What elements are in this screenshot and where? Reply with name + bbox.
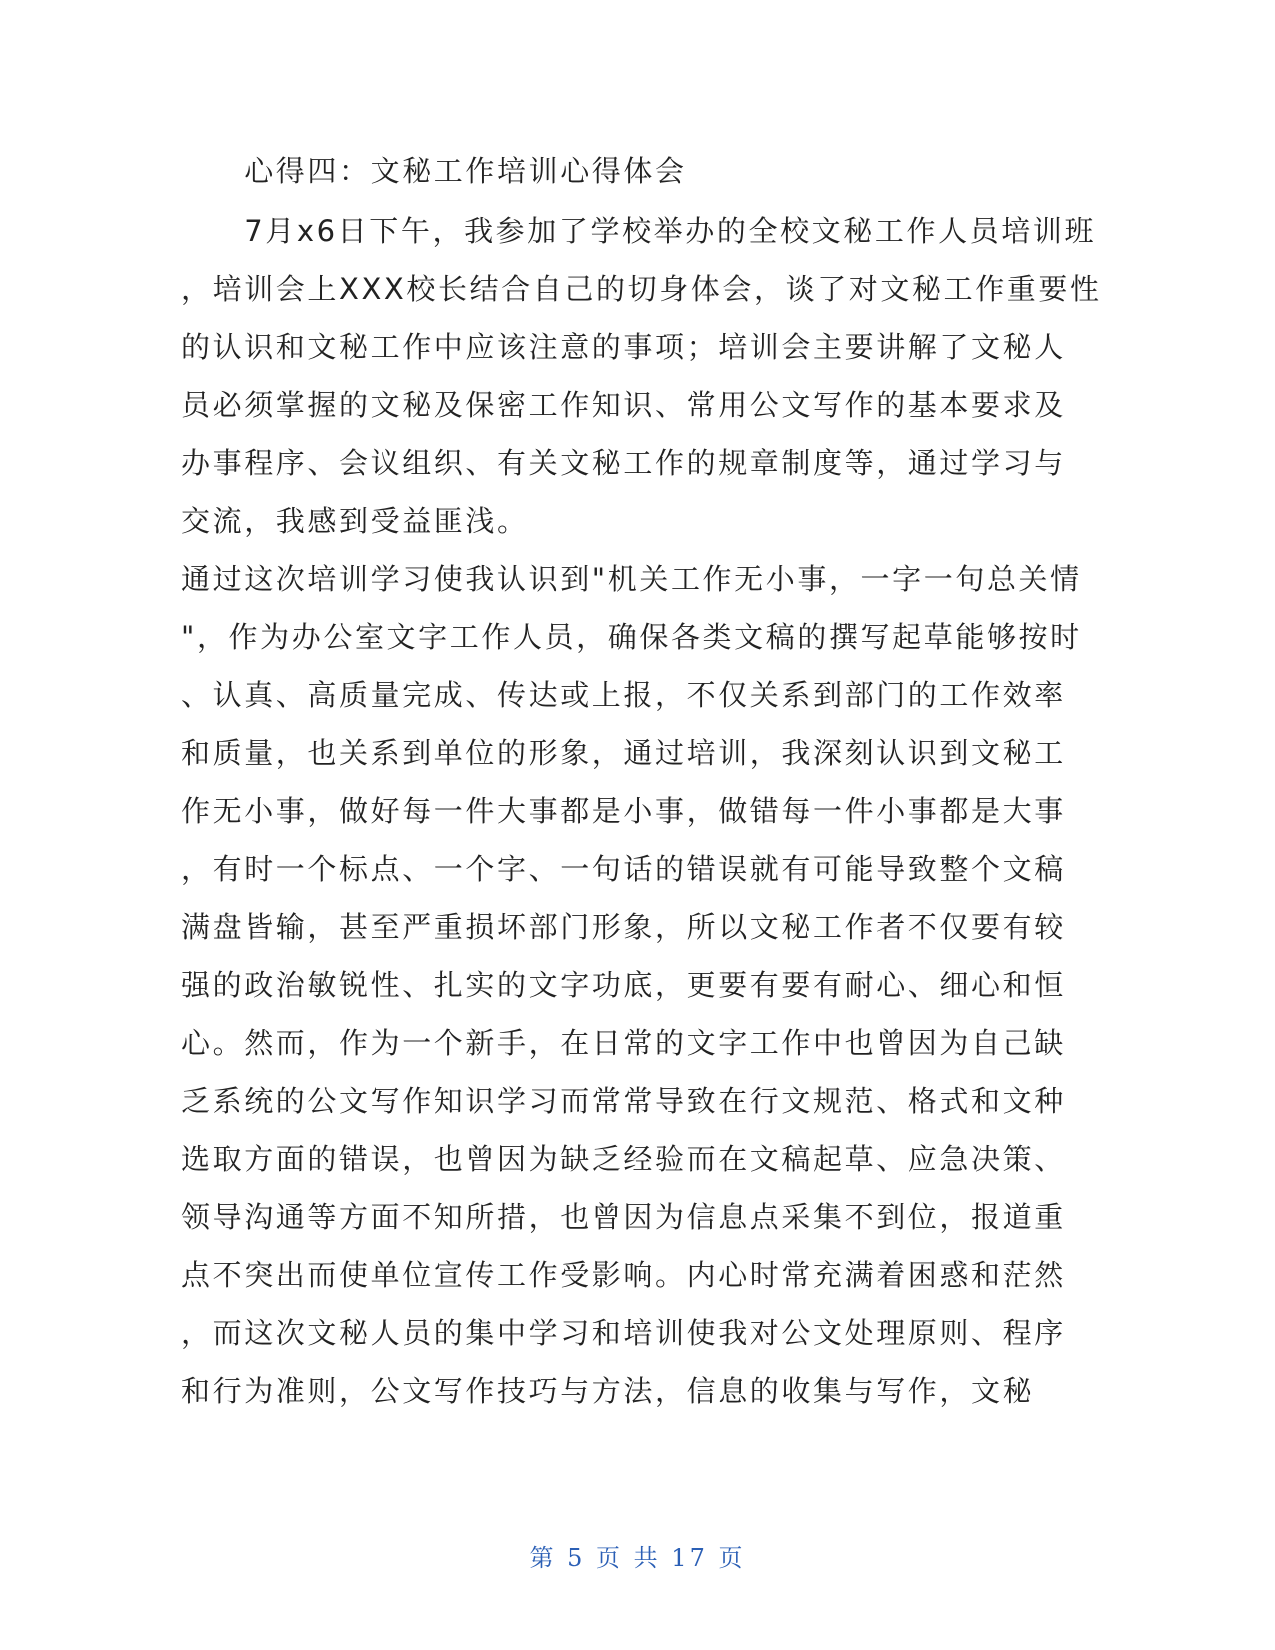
text-line: 通过这次培训学习使我认识到"机关工作无小事，一字一句总关情 [181, 562, 1082, 596]
text-line: 7月x6日下午，我参加了学校举办的全校文秘工作人员培训班 [181, 214, 1097, 248]
page-number-footer: 第 5 页 共 17 页 [529, 1544, 746, 1572]
text-line: 的认识和文秘工作中应该注意的事项；培训会主要讲解了文秘人 [181, 330, 1066, 364]
text-line: 强的政治敏锐性、扎实的文字功底，更要有要有耐心、细心和恒 [181, 968, 1066, 1002]
text-line: "，作为办公室文字工作人员，确保各类文稿的撰写起草能够按时 [181, 620, 1082, 654]
text-line: 和质量，也关系到单位的形象，通过培训，我深刻认识到文秘工 [181, 736, 1066, 770]
text-line: 作无小事，做好每一件大事都是小事，做错每一件小事都是大事 [181, 794, 1066, 828]
text-line: 交流，我感到受益匪浅。 [181, 504, 529, 538]
document-body [181, 142, 1102, 1420]
text-line: 员必须掌握的文秘及保密工作知识、常用公文写作的基本要求及 [181, 388, 1066, 422]
text-line: ，而这次文秘人员的集中学习和培训使我对公文处理原则、程序 [181, 1316, 1066, 1350]
text-line: 选取方面的错误，也曾因为缺乏经验而在文稿起草、应急决策、 [181, 1142, 1066, 1176]
text-line: ，有时一个标点、一个字、一句话的错误就有可能导致整个文稿 [181, 852, 1066, 886]
text-line: 办事程序、会议组织、有关文秘工作的规章制度等，通过学习与 [181, 446, 1066, 480]
text-line: 乏系统的公文写作知识学习而常常导致在行文规范、格式和文种 [181, 1084, 1066, 1118]
text-line: 、认真、高质量完成、传达或上报，不仅关系到部门的工作效率 [181, 678, 1066, 712]
text-line: 心。然而，作为一个新手，在日常的文字工作中也曾因为自己缺 [181, 1026, 1066, 1060]
text-line: 满盘皆输，甚至严重损坏部门形象，所以文秘工作者不仅要有较 [181, 910, 1066, 944]
text-line: 和行为准则，公文写作技巧与方法，信息的收集与写作，文秘 [181, 1374, 1035, 1408]
section-heading: 心得四：文秘工作培训心得体会 [181, 154, 687, 188]
text-line: ，培训会上XXX校长结合自己的切身体会，谈了对文秘工作重要性 [181, 272, 1102, 306]
text-line: 点不突出而使单位宣传工作受影响。内心时常充满着困惑和茫然 [181, 1258, 1066, 1292]
text-line: 领导沟通等方面不知所措，也曾因为信息点采集不到位，报道重 [181, 1200, 1066, 1234]
